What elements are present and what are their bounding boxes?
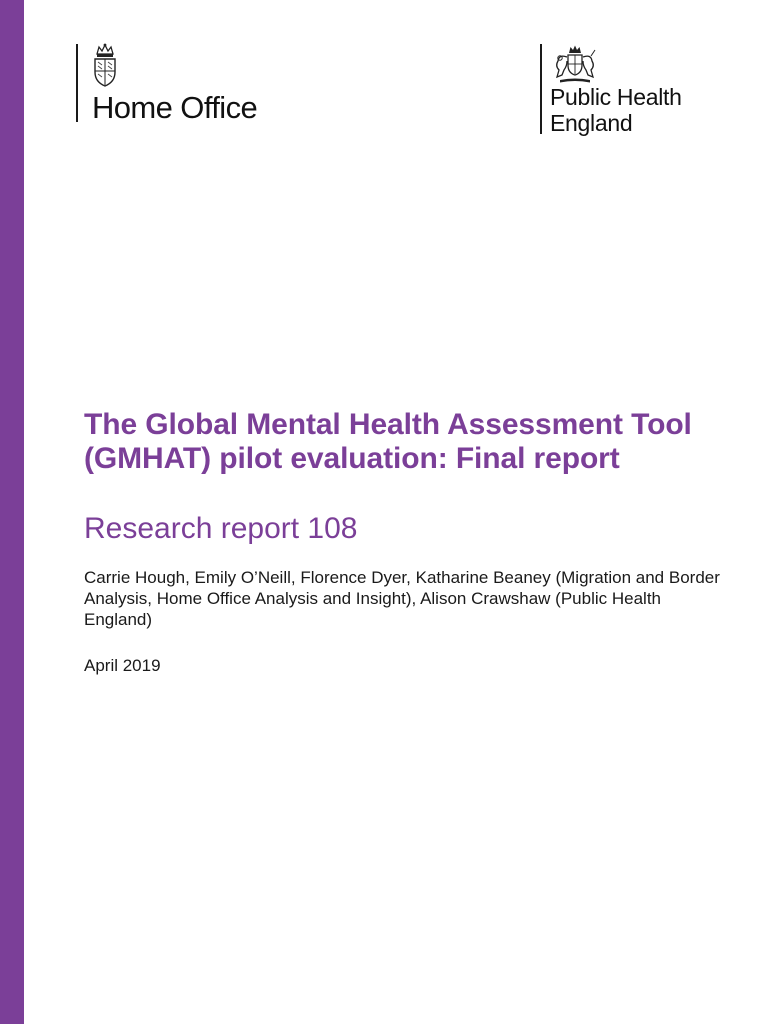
report-date: April 2019 [84,656,161,675]
report-authors: Carrie Hough, Emily O’Neill, Florence Dyer, Katharine Beaney (Migration and Border Analysis, Home Office Analysis and Insight), Alison Crawshaw (Public Health England) [84,568,720,629]
royal-crest-icon [88,42,122,88]
purple-side-band [0,0,24,1024]
phe-name-line2: England [550,110,633,136]
phe-logo [540,44,740,136]
phe-name [550,84,682,136]
phe-name-line1: Public Health [550,84,682,110]
royal-coat-of-arms-icon [550,44,600,84]
report-subtitle: Research report 108 [84,512,358,545]
home-office-logo [76,40,286,126]
logo-rule [540,44,542,134]
report-title: The Global Mental Health Assessment Tool (GMHAT) pilot evaluation: Final report [84,408,692,475]
logo-rule [76,44,78,122]
home-office-name: Home Office [92,90,258,125]
